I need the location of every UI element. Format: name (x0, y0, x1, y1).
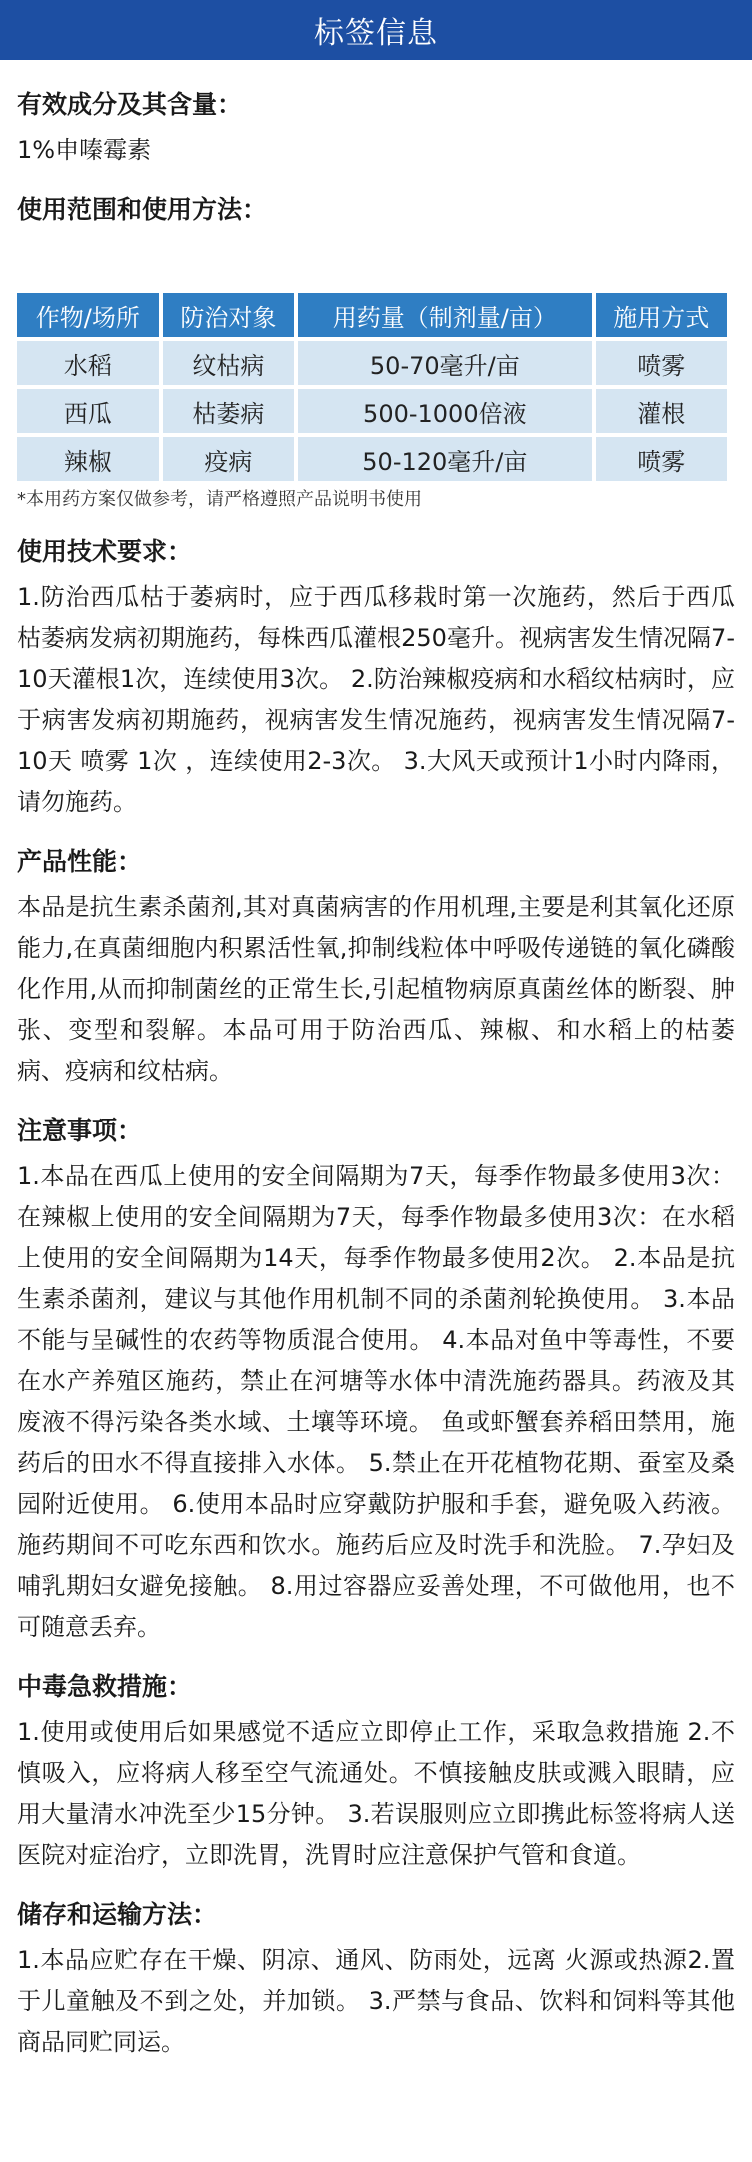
page-title: 标签信息 (314, 16, 438, 51)
table-cell: 西瓜 (17, 389, 159, 433)
table-note: *本用药方案仅做参考，请严格遵照产品说明书使用 (17, 489, 422, 510)
table-header-cell: 防治对象 (163, 293, 294, 337)
table-cell: 喷雾 (596, 341, 727, 385)
ingredient-title: 有效成分及其含量： (17, 90, 243, 119)
scope-title: 使用范围和使用方法： (17, 195, 268, 224)
table-cell: 水稻 (17, 341, 159, 385)
table-cell: 辣椒 (17, 437, 159, 481)
table-cell: 喷雾 (596, 437, 727, 481)
table-row (17, 341, 727, 385)
firstaid-title: 中毒急救措施： (17, 1672, 193, 1701)
table-header-row (17, 293, 727, 337)
performance-title: 产品性能： (17, 847, 143, 876)
table-cell: 疫病 (163, 437, 294, 481)
page-header (0, 0, 752, 60)
storage-text: 1.本品应贮存在干燥、阴凉、通风、防雨处，远离 火源或热源2.置于儿童触及不到之处，并加锁。 3.严禁与食品、饮料和饲料等其他商品同贮同运。 (17, 1946, 735, 2056)
dosage-table (13, 289, 731, 485)
table-cell: 纹枯病 (163, 341, 294, 385)
caution-title: 注意事项： (17, 1116, 143, 1145)
table-cell: 50-120毫升/亩 (298, 437, 591, 481)
ingredient-text: 1%申嗪霉素 (17, 136, 152, 164)
technique-title: 使用技术要求： (17, 537, 193, 566)
caution-text: 1.本品在西瓜上使用的安全间隔期为7天，每季作物最多使用3次：在辣椒上使用的安全间隔期为7天，每季作物最多使用3次：在水稻上使用的安全间隔期为14天，每季作物最多使用2次。 2.本品是抗生素杀菌剂，建议与其他作用机制不同的杀菌剂轮换使用。 3.本品不能与呈碱性的农药等物质混合使用。 4.本品对鱼中等毒性，不要在水产养殖区施药，禁止在河塘等水体中清洗施药器具。药液及其废液不得污染各类水域、土壤等环境。 鱼或虾蟹套养稻田禁用，施药后的田水不得直接排入水体。 5.禁止在开花植物花期、蚕室及桑园附近使用。 6.使用本品时应穿戴防护服和手套，避免吸入药液。施药期间不可吃东西和饮水。施药后应及时洗手和洗脸。 7.孕妇及哺乳期妇女避免接触。 8.用过容器应妥善处理，不可做他用，也不可随意丢弃。 (17, 1162, 735, 1641)
table-row (17, 389, 727, 433)
label-content (0, 60, 752, 2063)
table-header-cell: 施用方式 (596, 293, 727, 337)
table-header-cell: 用药量（制剂量/亩） (298, 293, 591, 337)
table-row (17, 437, 727, 481)
technique-text: 1.防治西瓜枯于萎病时，应于西瓜移栽时第一次施药，然后于西瓜枯萎病发病初期施药，每株西瓜灌根250毫升。视病害发生情况隔7-10天灌根1次，连续使用3次。 2.防治辣椒疫病和水稻纹枯病时，应于病害发病初期施药，视病害发生情况施药，视病害发生情况隔7-10天 喷雾 1次 ，连续使用2-3次。 3.大风天或预计1小时内降雨，请勿施药。 (17, 583, 735, 816)
table-cell: 50-70毫升/亩 (298, 341, 591, 385)
storage-title: 储存和运输方法： (17, 1900, 218, 1929)
table-cell: 500-1000倍液 (298, 389, 591, 433)
table-cell: 枯萎病 (163, 389, 294, 433)
firstaid-text: 1.使用或使用后如果感觉不适应立即停止工作，采取急救措施 2.不慎吸入，应将病人移至空气流通处。不慎接触皮肤或溅入眼睛，应用大量清水冲洗至少15分钟。 3.若误服则应立即携此标签将病人送医院对症治疗，立即洗胃，洗胃时应注意保护气管和食道。 (17, 1718, 735, 1869)
performance-text: 本品是抗生素杀菌剂,其对真菌病害的作用机理,主要是利其氧化还原能力,在真菌细胞内积累活性氧,抑制线粒体中呼吸传递链的氧化磷酸化作用,从而抑制菌丝的正常生长,引起植物病原真菌丝体的断裂、肿张、变型和裂解。本品可用于防治西瓜、辣椒、和水稻上的枯萎病、疫病和纹枯病。 (17, 893, 735, 1085)
table-header-cell: 作物/场所 (17, 293, 159, 337)
table-cell: 灌根 (596, 389, 727, 433)
